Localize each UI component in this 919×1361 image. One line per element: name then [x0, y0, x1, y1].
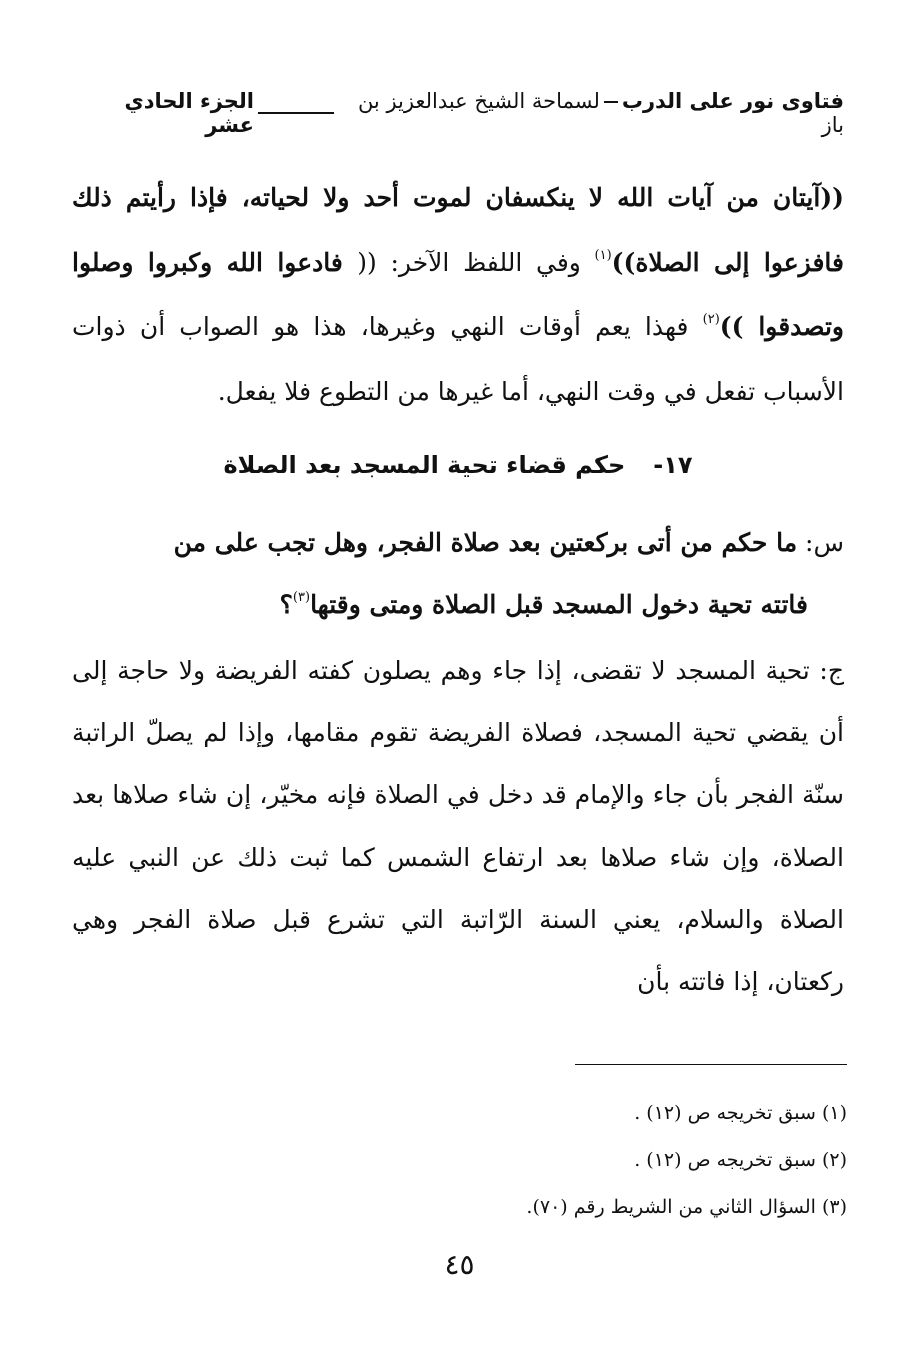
book-title: فتاوى نور على الدرب [621, 89, 844, 113]
footnote-divider [575, 1064, 847, 1065]
footnote-1: (١) سبق تخريجه ص (١٢) . [634, 1102, 847, 1124]
footnote-2: (٢) سبق تخريجه ص (١٢) . [634, 1149, 847, 1171]
other-wording-intro: وفي اللفظ الآخر: (( [357, 247, 595, 277]
footnote-ref-1: (١) [594, 247, 612, 263]
question-line-2-wrap [72, 574, 844, 636]
header-separator [604, 101, 618, 103]
footnote-ref-2: (٢) [702, 312, 720, 327]
question-block [72, 512, 844, 636]
footnote-3: (٣) السؤال الثاني من الشريط رقم (٧٠). [526, 1196, 847, 1218]
hadith-text-2: فادعوا الله وكبروا وصلوا وتصدقوا [72, 247, 844, 341]
page-number: ٤٥ [444, 1248, 475, 1281]
header-dash-line [258, 112, 335, 114]
question-prefix: س: [797, 528, 844, 557]
section-heading [72, 440, 844, 490]
paragraph-hadith [72, 166, 844, 424]
header-book-info [338, 89, 844, 137]
header-part-info [72, 89, 338, 137]
section-number: ١٧- [653, 451, 693, 479]
answer-block [72, 640, 844, 1013]
author-name: لسماحة الشيخ عبدالعزيز بن باز [357, 89, 844, 137]
answer-text: ج: تحية المسجد لا تقضى، إذا جاء وهم يصلون كفته الفريضة ولا حاجة إلى أن يقضي تحية المسجد، فصلاة الفريضة تقوم مقامها، وإذا لم يصلّ الراتبة سنّة الفجر بأن جاء والإمام قد دخل في الصلاة فإنه مخيّر، إن شاء صلاها بعد الصلاة، وإن شاء صلاها بعد ارتفاع الشمس كما ثبت ذلك عن النبي عليه الصلاة والسلام، يعني السنة الرّاتبة التي تشرع قبل صلاة الفجر وهي ركعتان، إذا فاتته بأن [72, 656, 844, 997]
hadith-text-1: ((آيتان من آيات الله لا ينكسفان لموت أحد ولا لحياته، فإذا رأيتم ذلك فافزعوا إلى الصلاة)) [72, 183, 844, 277]
footnotes-list [247, 1090, 847, 1231]
footnote-ref-3: (٣) [292, 590, 311, 605]
question-mark: ؟ [279, 590, 293, 619]
paragraph-conclusion: فهذا يعم أوقات النهي وغيرها، هذا هو الصواب أن ذوات الأسباب تفعل في وقت النهي، أما غيرها من التطوع فلا يفعل. [72, 312, 844, 406]
question-line-1: ما حكم من أتى بركعتين بعد صلاة الفجر، وهل تجب على من [173, 528, 798, 557]
running-header [72, 89, 844, 137]
part-label: الجزء الحادي عشر [124, 89, 254, 137]
question-line-2: فاتته تحية دخول المسجد قبل الصلاة ومتى وقتها [310, 590, 808, 619]
section-title: حكم قضاء تحية المسجد بعد الصلاة [223, 451, 626, 479]
hadith-close: )) [719, 312, 744, 341]
